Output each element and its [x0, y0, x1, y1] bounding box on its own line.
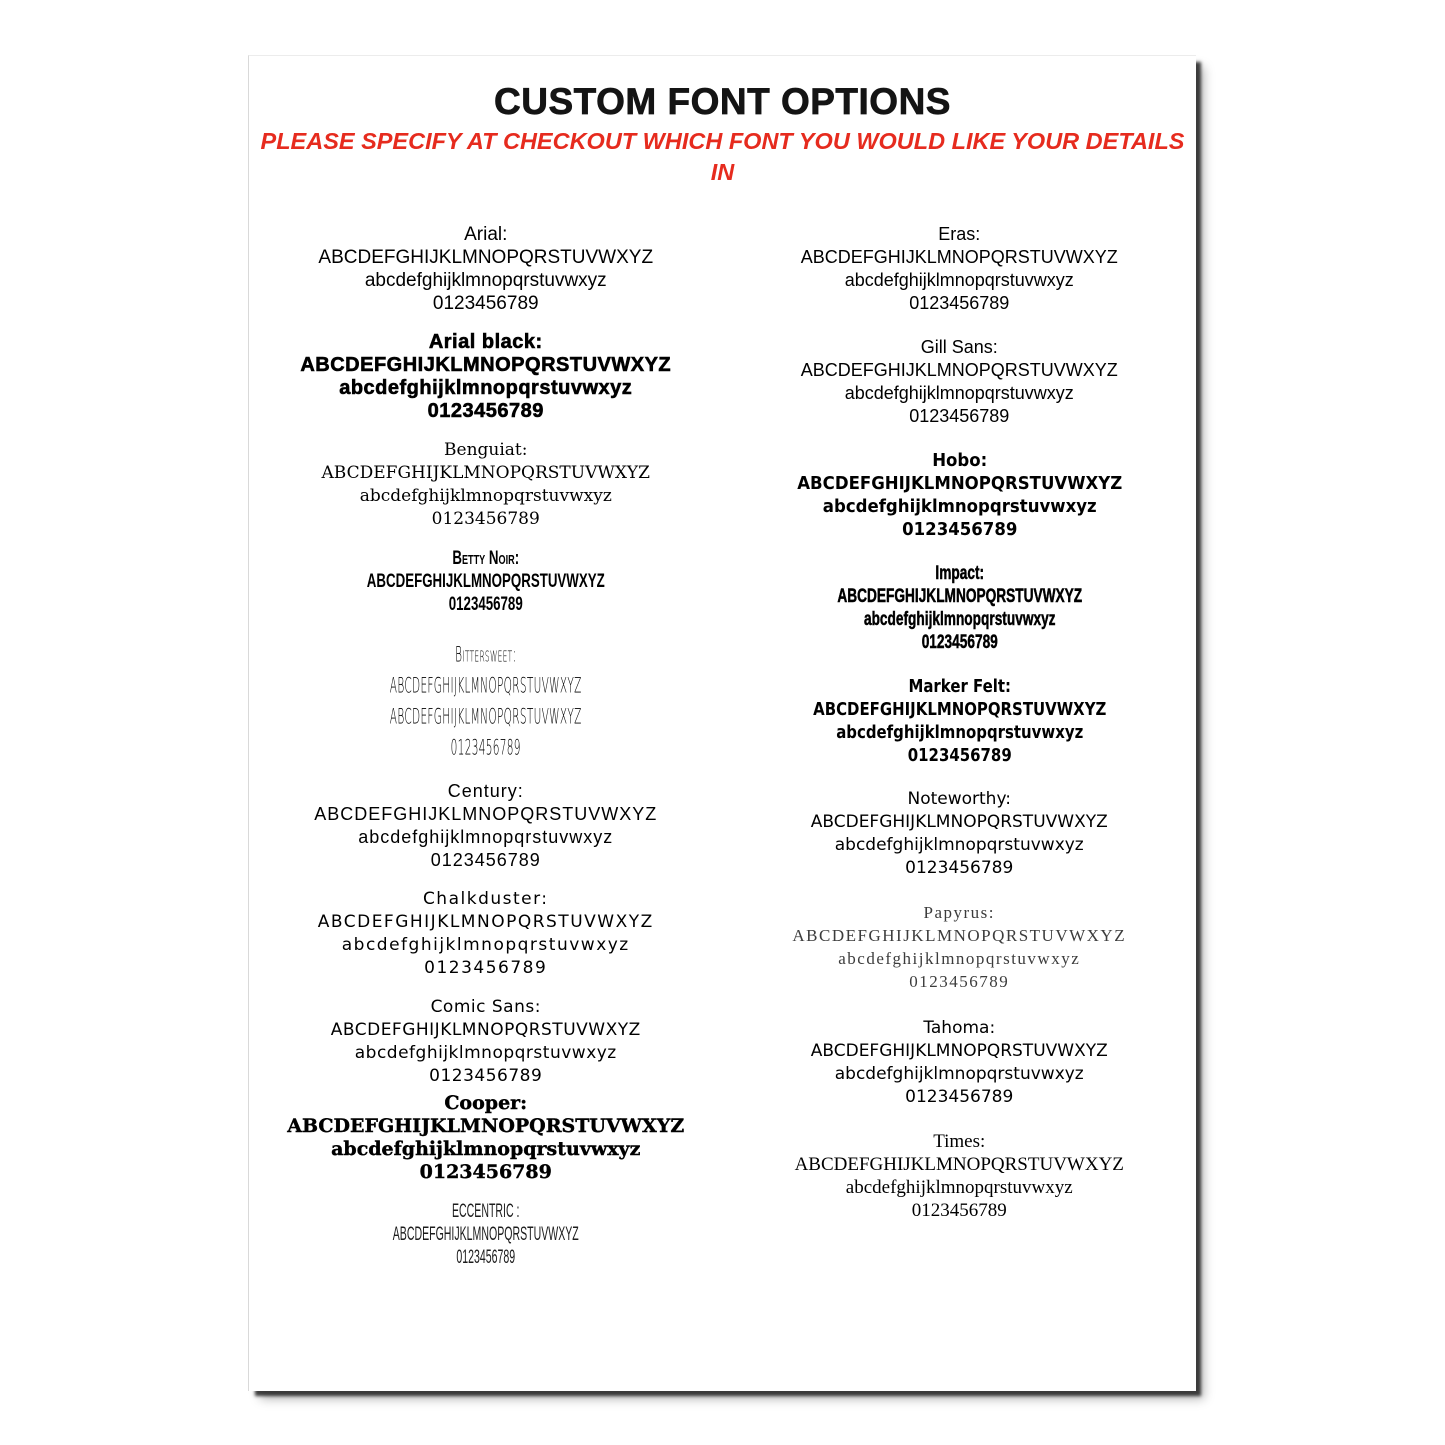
left-column — [249, 223, 723, 1285]
page-subtitle: PLEASE SPECIFY AT CHECKOUT WHICH FONT YOU WOULD LIKE YOUR DETAILS IN — [260, 128, 1185, 185]
font-uppercase-line: ABCDEFGHIJKLMNOPQRSTUVWXYZ — [792, 926, 1127, 946]
font-name-label: Times: — [933, 1131, 986, 1153]
font-uppercase-line: ABCDEFGHIJKLMNOPQRSTUVWXYZ — [812, 699, 1106, 721]
font-uppercase-line: ABCDEFGHIJKLMNOPQRSTUVWXYZ — [366, 571, 605, 593]
font-uppercase-line: ABCDEFGHIJKLMNOPQRSTUVWXYZ — [836, 586, 1082, 608]
font-sample-chalkduster — [249, 888, 723, 980]
font-lowercase-line: abcdefghijklmnopqrstuvwxyz — [863, 609, 1056, 631]
font-lowercase-line: abcdefghijklmnopqrstuvwxyz — [834, 835, 1084, 856]
font-lowercase-line: abcdefghijklmnopqrstuvwxyz — [364, 270, 607, 292]
font-uppercase-line: ABCDEFGHIJKLMNOPQRSTUVWXYZ — [321, 463, 650, 484]
font-sample-benguiat — [249, 439, 723, 531]
font-lowercase-line: abcdefghijklmnopqrstuvwxyz — [359, 486, 612, 507]
font-uppercase-line: ABCDEFGHIJKLMNOPQRSTUVWXYZ — [330, 1020, 641, 1041]
font-lowercase-line: abcdefghijklmnopqrstuvwxyz — [331, 1138, 641, 1161]
font-name-label: Benguiat: — [444, 440, 528, 461]
font-uppercase-line: ABCDEFGHIJKLMNOPQRSTUVWXYZ — [810, 1041, 1108, 1062]
font-digits-line: 0123456789 — [448, 594, 523, 616]
font-digits-line: 0123456789 — [424, 958, 548, 979]
font-digits-line: 0123456789 — [456, 1247, 516, 1269]
font-lowercase-line: abcdefghijklmnopqrstuvwxyz — [835, 722, 1083, 744]
font-sample-betty-noir — [249, 547, 723, 616]
font-digits-line: 0123456789 — [907, 745, 1012, 767]
font-sample-papyrus — [723, 901, 1197, 993]
font-name-label: Comic Sans: — [430, 997, 541, 1018]
font-name-label: Marker Felt: — [907, 676, 1011, 698]
font-name-label: Betty Noir: — [452, 548, 520, 570]
font-sample-arial — [249, 223, 723, 315]
font-sample-eras — [723, 223, 1197, 315]
font-sample-noteworthy — [723, 788, 1197, 880]
font-sample-comic-sans — [249, 996, 723, 1088]
font-lowercase-line: abcdefghijklmnopqrstuvwxyz — [358, 827, 614, 848]
font-name-label: Chalkduster: — [422, 889, 549, 910]
font-digits-line: 0123456789 — [909, 293, 1010, 314]
font-name-label: ECCENTRIC : — [452, 1201, 520, 1223]
font-uppercase-line: ABCDEFGHIJKLMNOPQRSTUVWXYZ — [800, 247, 1118, 268]
font-digits-line: 0123456789 — [429, 1066, 543, 1087]
font-lowercase-line: abcdefghijklmnopqrstuvwxyz — [844, 383, 1074, 404]
font-digits-line: 0123456789 — [431, 509, 540, 530]
font-lowercase-line: abcdefghijklmnopqrstuvwxyz — [341, 935, 630, 956]
font-lowercase-line: abcdefghijklmnopqrstuvwxyz — [354, 1043, 617, 1064]
font-lowercase-line: abcdefghijklmnopqrstuvwxyz — [339, 377, 633, 400]
document-page — [248, 55, 1196, 1391]
font-sample-impact — [723, 562, 1197, 654]
font-sample-century — [249, 780, 723, 872]
font-lowercase-line: abcdefghijklmnopqrstuvwxyz — [822, 496, 1097, 518]
font-columns — [249, 223, 1196, 1285]
font-digits-line: 0123456789 — [921, 632, 998, 654]
font-name-label: Impact: — [934, 563, 984, 585]
font-digits-line: 0123456789 — [905, 1087, 1014, 1108]
font-name-label: Eras: — [938, 224, 981, 245]
font-uppercase-line-2: ABCDEFGHIJKLMNOPQRSTUVWXYZ — [389, 704, 582, 731]
page-title: CUSTOM FONT OPTIONS — [494, 81, 951, 122]
font-name-label: Papyrus: — [923, 903, 995, 923]
font-uppercase-line: ABCDEFGHIJKLMNOPQRSTUVWXYZ — [389, 673, 582, 700]
font-sample-cooper — [249, 1092, 723, 1184]
font-name-label: Gill Sans: — [920, 337, 998, 358]
font-digits-line: 0123456789 — [909, 972, 1010, 992]
font-sample-arial-black — [249, 331, 723, 423]
font-lowercase-line: abcdefghijklmnopqrstuvwxyz — [838, 949, 1081, 969]
font-sample-eccentric — [249, 1200, 723, 1269]
font-digits-line: 0123456789 — [909, 406, 1010, 427]
font-digits-line: 0123456789 — [419, 1161, 552, 1184]
font-digits-line: 0123456789 — [911, 1200, 1007, 1222]
font-sample-times — [723, 1130, 1197, 1222]
font-name-label: Tahoma: — [923, 1018, 996, 1039]
font-uppercase-line: ABCDEFGHIJKLMNOPQRSTUVWXYZ — [810, 812, 1108, 833]
font-name-label: Century: — [447, 781, 524, 802]
font-sample-tahoma — [723, 1017, 1197, 1109]
font-name-label: Cooper: — [444, 1092, 528, 1115]
font-uppercase-line: ABCDEFGHIJKLMNOPQRSTUVWXYZ — [318, 247, 654, 269]
font-uppercase-line: ABCDEFGHIJKLMNOPQRSTUVWXYZ — [314, 804, 658, 825]
font-name-label: Noteworthy: — [907, 789, 1012, 810]
font-digits-line: 0123456789 — [432, 293, 539, 315]
font-uppercase-line: ABCDEFGHIJKLMNOPQRSTUVWXYZ — [287, 1115, 685, 1138]
font-lowercase-line: abcdefghijklmnopqrstuvwxyz — [834, 1064, 1084, 1085]
font-uppercase-line: ABCDEFGHIJKLMNOPQRSTUVWXYZ — [317, 912, 654, 933]
font-name-label: Arial: — [464, 224, 508, 246]
font-digits-line: 0123456789 — [905, 858, 1014, 879]
font-name-label: Arial black: — [428, 331, 543, 354]
font-digits-line: 0123456789 — [427, 400, 544, 423]
font-lowercase-line: abcdefghijklmnopqrstuvwxyz — [844, 270, 1074, 291]
font-digits-line: 0123456789 — [430, 850, 541, 871]
font-digits-line: 0123456789 — [450, 735, 521, 762]
font-sample-gill-sans — [723, 336, 1197, 428]
font-uppercase-line: ABCDEFGHIJKLMNOPQRSTUVWXYZ — [392, 1224, 579, 1246]
right-column — [723, 223, 1197, 1285]
font-uppercase-line: ABCDEFGHIJKLMNOPQRSTUVWXYZ — [796, 473, 1122, 495]
font-name-label: Bittersweet: — [455, 642, 517, 669]
font-uppercase-line: ABCDEFGHIJKLMNOPQRSTUVWXYZ — [800, 360, 1118, 381]
font-sample-bittersweet — [249, 640, 723, 764]
font-uppercase-line: ABCDEFGHIJKLMNOPQRSTUVWXYZ — [300, 354, 672, 377]
font-sample-marker-felt — [723, 675, 1197, 767]
font-digits-line: 0123456789 — [901, 519, 1017, 541]
font-sample-hobo — [723, 449, 1197, 541]
font-uppercase-line: ABCDEFGHIJKLMNOPQRSTUVWXYZ — [794, 1154, 1124, 1176]
font-lowercase-line: abcdefghijklmnopqrstuvwxyz — [845, 1177, 1073, 1199]
font-name-label: Hobo: — [931, 450, 987, 472]
